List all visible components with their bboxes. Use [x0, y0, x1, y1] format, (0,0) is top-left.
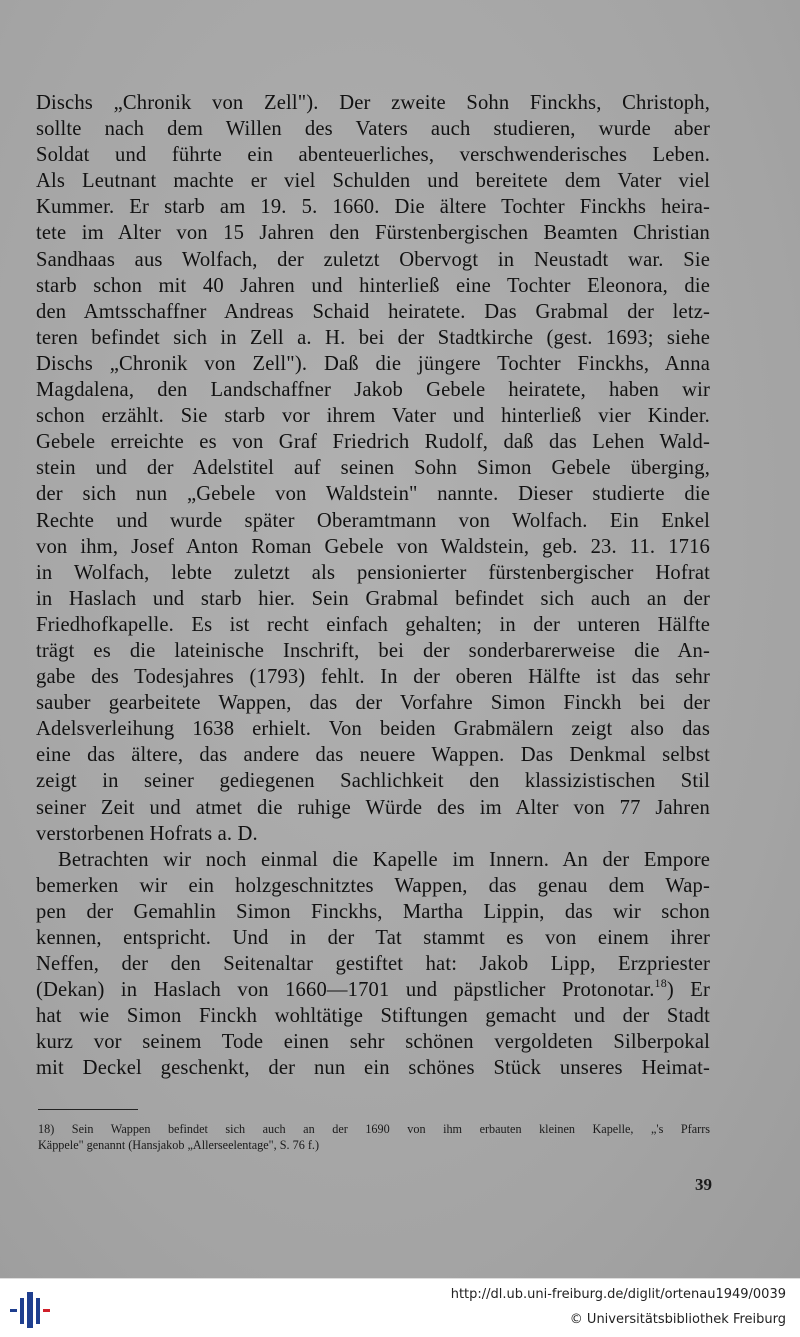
text-line: kurz vor seinem Tode einen sehr schönen vergoldeten Silberpokal — [36, 1031, 710, 1054]
text-line: Betrachten wir noch einmal die Kapelle im Innern. An der Empore — [58, 848, 710, 871]
text-line: Gebele erreichte es von Graf Friedrich Rudolf, daß das Lehen Wald- — [36, 431, 710, 454]
text-line: mit Deckel geschenkt, der nun ein schönes Stück unseres Heimat- — [36, 1057, 710, 1080]
text-line: Rechte und wurde später Oberamtmann von Wolfach. Ein Enkel — [36, 509, 710, 532]
text-line: der sich nun „Gebele von Waldstein" nannte. Dieser studierte die — [36, 483, 710, 506]
text-line: Friedhofkapelle. Es ist recht einfach gehalten; in der unteren Hälfte — [36, 613, 710, 636]
ub-freiburg-logo-icon[interactable] — [10, 1292, 52, 1328]
text-line: in Wolfach, lebte zuletzt als pensionierter fürstenbergischer Hofrat — [36, 561, 710, 584]
text-line: Kummer. Er starb am 19. 5. 1660. Die ältere Tochter Finckhs heira- — [36, 196, 710, 219]
copyright-text: © Universitätsbibliothek Freiburg — [569, 1312, 786, 1327]
text-line-with-footnote-ref — [36, 977, 710, 1003]
text-line: (Dekan) in Haslach von 1660—1701 und päpstlicher Protonotar. — [36, 979, 655, 1002]
body-text — [36, 90, 710, 1082]
text-line: Soldat und führte ein abenteuerliches, verschwenderisches Leben. — [36, 144, 710, 167]
text-line: Adelsverleihung 1638 erhielt. Von beiden Grabmälern zeigt also das — [36, 718, 710, 741]
footnote-reference: 18 — [654, 976, 667, 991]
text-line-tail: ) Er — [666, 979, 710, 1002]
text-line: starb schon mit 40 Jahren und hinterließ eine Tochter Eleonora, die — [36, 274, 710, 297]
text-line: zeigt in seiner gediegenen Sachlichkeit den klassizistischen Stil — [36, 770, 710, 793]
footnote-line: Käppele" genannt (Hansjakob „Allerseelentage", S. 76 f.) — [38, 1137, 320, 1152]
text-line: bemerken wir ein holzgeschnitztes Wappen, das genau dem Wap- — [36, 874, 710, 897]
text-line: hat wie Simon Finckh wohltätige Stiftungen gemacht und der Stadt — [36, 1005, 710, 1028]
text-line: schon erzählt. Sie starb vor ihrem Vater und hinterließ vier Kinder. — [36, 405, 710, 428]
footnote-divider — [38, 1109, 138, 1110]
text-line: Als Leutnant machte er viel Schulden und bereitete dem Vater viel — [36, 170, 710, 193]
text-line: stein und der Adelstitel auf seinen Sohn Simon Gebele überging, — [36, 457, 710, 480]
footer-bar — [0, 1278, 800, 1337]
page-number: 39 — [695, 1175, 712, 1194]
text-line: Neffen, der den Seitenaltar gestiftet hat: Jakob Lipp, Erzpriester — [36, 953, 710, 976]
text-line: von ihm, Josef Anton Roman Gebele von Waldstein, geb. 23. 11. 1716 — [36, 535, 710, 558]
text-line: sauber gearbeitete Wappen, das der Vorfahre Simon Finckh bei der — [36, 692, 710, 715]
footnote-line: 18) Sein Wappen befindet sich auch an der 1690 von ihm erbauten kleinen Kapelle, „'s Pfarrs — [38, 1122, 710, 1136]
text-line: kennen, entspricht. Und in der Tat stammt es von einem ihrer — [36, 927, 710, 949]
text-line: den Amtsschaffner Andreas Schaid heiratete. Das Grabmal der letz- — [36, 300, 710, 323]
text-line: trägt es die lateinische Inschrift, bei der sonderbarerweise die An- — [36, 639, 710, 662]
text-line: Magdalena, den Landschaffner Jakob Gebele heiratete, haben wir — [36, 379, 710, 402]
text-line: Dischs „Chronik von Zell"). Daß die jüngere Tochter Finckhs, Anna — [36, 352, 710, 375]
text-line: tete im Alter von 15 Jahren den Fürstenbergischen Beamten Christian — [36, 222, 710, 245]
text-line: eine das ältere, das andere das neuere Wappen. Das Denkmal selbst — [36, 744, 710, 767]
permalink-link[interactable]: http://dl.ub.uni-freiburg.de/diglit/ortenau1949/0039 — [450, 1287, 786, 1302]
text-line: verstorbenen Hofrats a. D. — [36, 822, 258, 845]
text-line: gabe des Todesjahres (1793) fehlt. In der oberen Hälfte ist das sehr — [36, 666, 710, 689]
text-line: teren befindet sich in Zell a. H. bei der Stadtkirche (gest. 1693; siehe — [36, 326, 710, 349]
footnote — [38, 1122, 710, 1153]
text-line: seiner Zeit und atmet die ruhige Würde des im Alter von 77 Jahren — [36, 796, 710, 819]
text-line: Sandhaas aus Wolfach, der zuletzt Obervogt in Neustadt war. Sie — [36, 248, 710, 271]
text-line: in Haslach und starb hier. Sein Grabmal befindet sich auch an der — [36, 587, 710, 610]
text-line: Dischs „Chronik von Zell"). Der zweite Sohn Finckhs, Christoph, — [36, 92, 710, 114]
text-line: sollte nach dem Willen des Vaters auch studieren, wurde aber — [36, 118, 710, 141]
text-line: pen der Gemahlin Simon Finckhs, Martha Lippin, das wir schon — [36, 900, 710, 923]
